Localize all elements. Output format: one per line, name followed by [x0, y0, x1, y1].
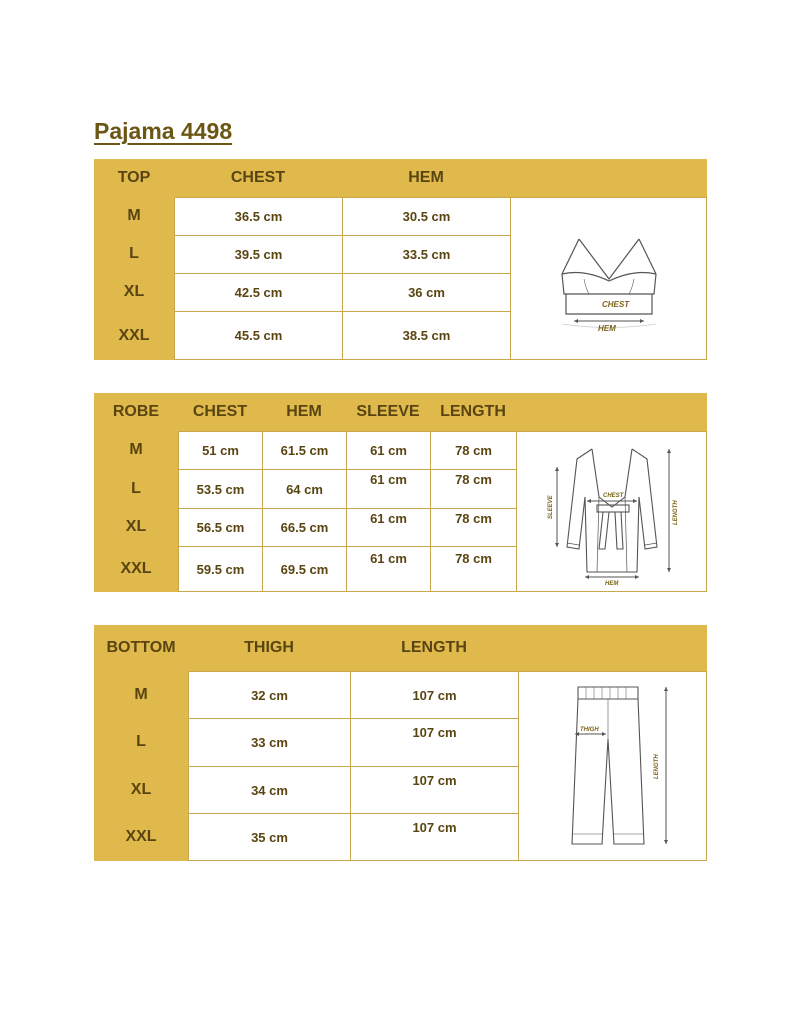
robe-garment-diagram — [516, 431, 707, 592]
robe-chest-value: 51 cm — [178, 431, 263, 470]
bottom-row-size: XL — [94, 766, 188, 813]
bottom-garment-diagram — [518, 671, 707, 861]
robe-hem-value: 69.5 cm — [262, 546, 347, 592]
robe-length-value: 78 cm — [430, 508, 517, 547]
top-chest-value: 42.5 cm — [174, 273, 343, 312]
robe-chest-value: 59.5 cm — [178, 546, 263, 592]
top-hem-value: 30.5 cm — [342, 197, 511, 236]
bralette-top-icon — [544, 219, 674, 339]
bottom-header-image — [518, 625, 707, 671]
robe-header-size: ROBE — [94, 393, 178, 431]
robe-sleeve-value: 61 cm — [346, 546, 431, 592]
robe-sleeve-value: 61 cm — [346, 508, 431, 547]
bottom-thigh-value: 34 cm — [188, 766, 351, 814]
robe-hem-value: 66.5 cm — [262, 508, 347, 547]
chest-label: CHEST — [601, 299, 629, 309]
top-size-table — [94, 159, 707, 360]
bottom-size-table — [94, 625, 707, 861]
robe-chest-value: 56.5 cm — [178, 508, 263, 547]
top-row-size: XXL — [94, 311, 174, 360]
robe-length-value: 78 cm — [430, 546, 517, 592]
top-header-image — [510, 159, 707, 197]
length-label: LENGTH — [653, 753, 660, 779]
bottom-header-length: LENGTH — [350, 625, 518, 671]
top-chest-value: 39.5 cm — [174, 235, 343, 274]
bottom-thigh-value: 33 cm — [188, 718, 351, 767]
sleeve-label: SLEEVE — [547, 494, 554, 519]
bottom-length-value: 107 cm — [350, 766, 519, 814]
robe-row-size: L — [94, 469, 178, 508]
top-row-size: M — [94, 197, 174, 235]
top-garment-diagram — [510, 197, 707, 360]
length-label: LENGTH — [672, 499, 679, 525]
bottom-length-value: 107 cm — [350, 718, 519, 767]
bottom-header-thigh: THIGH — [188, 625, 350, 671]
robe-length-value: 78 cm — [430, 469, 517, 509]
robe-hem-value: 61.5 cm — [262, 431, 347, 470]
top-chest-value: 45.5 cm — [174, 311, 343, 360]
hem-label: HEM — [597, 323, 616, 333]
bottom-length-value: 107 cm — [350, 813, 519, 861]
top-header-chest: CHEST — [174, 159, 342, 197]
top-header-size: TOP — [94, 159, 174, 197]
robe-row-size: M — [94, 431, 178, 469]
bottom-row-size: XXL — [94, 813, 188, 861]
robe-icon — [537, 437, 687, 587]
pants-icon — [548, 679, 678, 854]
bottom-length-value: 107 cm — [350, 671, 519, 719]
robe-header-length: LENGTH — [430, 393, 516, 431]
bottom-thigh-value: 32 cm — [188, 671, 351, 719]
page-title: Pajama 4498 — [94, 118, 233, 144]
top-header-hem: HEM — [342, 159, 510, 197]
chest-label: CHEST — [602, 492, 623, 499]
robe-sleeve-value: 61 cm — [346, 469, 431, 509]
robe-row-size: XL — [94, 508, 178, 546]
robe-length-value: 78 cm — [430, 431, 517, 470]
robe-row-size: XXL — [94, 546, 178, 592]
top-chest-value: 36.5 cm — [174, 197, 343, 236]
robe-sleeve-value: 61 cm — [346, 431, 431, 470]
robe-header-sleeve: SLEEVE — [346, 393, 430, 431]
bottom-row-size: L — [94, 718, 188, 766]
robe-header-image — [516, 393, 707, 431]
top-hem-value: 33.5 cm — [342, 235, 511, 274]
top-row-size: L — [94, 235, 174, 273]
robe-chest-value: 53.5 cm — [178, 469, 263, 509]
top-row-size: XL — [94, 273, 174, 311]
bottom-row-size: M — [94, 671, 188, 718]
top-hem-value: 38.5 cm — [342, 311, 511, 360]
thigh-label: THIGH — [579, 726, 599, 733]
robe-size-table — [94, 393, 707, 592]
bottom-header-size: BOTTOM — [94, 625, 188, 671]
robe-header-chest: CHEST — [178, 393, 262, 431]
robe-hem-value: 64 cm — [262, 469, 347, 509]
top-hem-value: 36 cm — [342, 273, 511, 312]
bottom-thigh-value: 35 cm — [188, 813, 351, 861]
robe-header-hem: HEM — [262, 393, 346, 431]
hem-label: HEM — [604, 580, 618, 587]
